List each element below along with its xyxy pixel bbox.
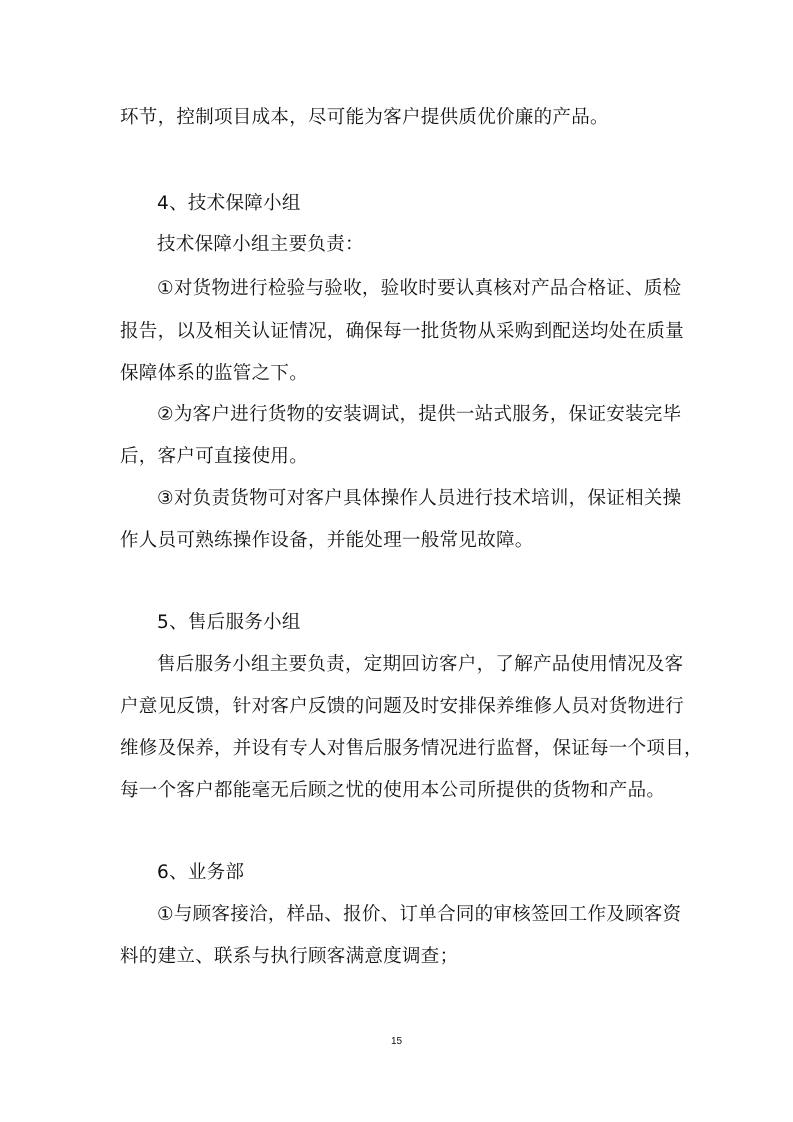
paragraph-business-item-1: ①与顾客接洽，样品、报价、订单合同的审核签回工作及顾客资	[157, 904, 682, 925]
paragraph-continuation: 环节，控制项目成本，尽可能为客户提供质优价廉的产品。	[120, 107, 609, 128]
page-number: 15	[390, 1036, 403, 1047]
paragraph-item-3-cont: 作人员可熟练操作设备，并能处理一般常见故障。	[120, 530, 534, 551]
paragraph-item-1-cont: 报告，以及相关认证情况，确保每一批货物从采购到配送均处在质量	[120, 321, 685, 342]
paragraph-after-sales-cont3: 每一个客户都能毫无后顾之忧的使用本公司所提供的货物和产品。	[120, 780, 666, 801]
paragraph-item-3: ③对负责货物可对客户具体操作人员进行技术培训，保证相关操	[157, 488, 682, 509]
paragraph-after-sales: 售后服务小组主要负责，定期回访客户，了解产品使用情况及客	[157, 654, 684, 675]
paragraph-item-2-cont: 后，客户可直接使用。	[120, 446, 309, 467]
section-heading-after-sales: 5、售后服务小组	[157, 612, 301, 633]
paragraph-after-sales-cont2: 维修及保养，并设有专人对售后服务情况进行监督，保证每一个项目，	[120, 738, 703, 759]
section-heading-technical-support: 4、技术保障小组	[157, 193, 301, 214]
section-heading-business-dept: 6、业务部	[157, 862, 245, 883]
paragraph-item-1: ①对货物进行检验与验收，验收时要认真核对产品合格证、质检	[157, 278, 682, 299]
paragraph-item-2: ②为客户进行货物的安装调试，提供一站式服务，保证安装完毕	[157, 404, 682, 425]
paragraph-after-sales-cont: 户意见反馈，针对客户反馈的问题及时安排保养维修人员对货物进行	[120, 696, 685, 717]
paragraph-item-1-cont2: 保障体系的监管之下。	[120, 363, 309, 384]
paragraph-business-item-1-cont: 料的建立、联系与执行顾客满意度调查；	[120, 946, 459, 967]
paragraph-intro: 技术保障小组主要负责：	[157, 234, 364, 255]
